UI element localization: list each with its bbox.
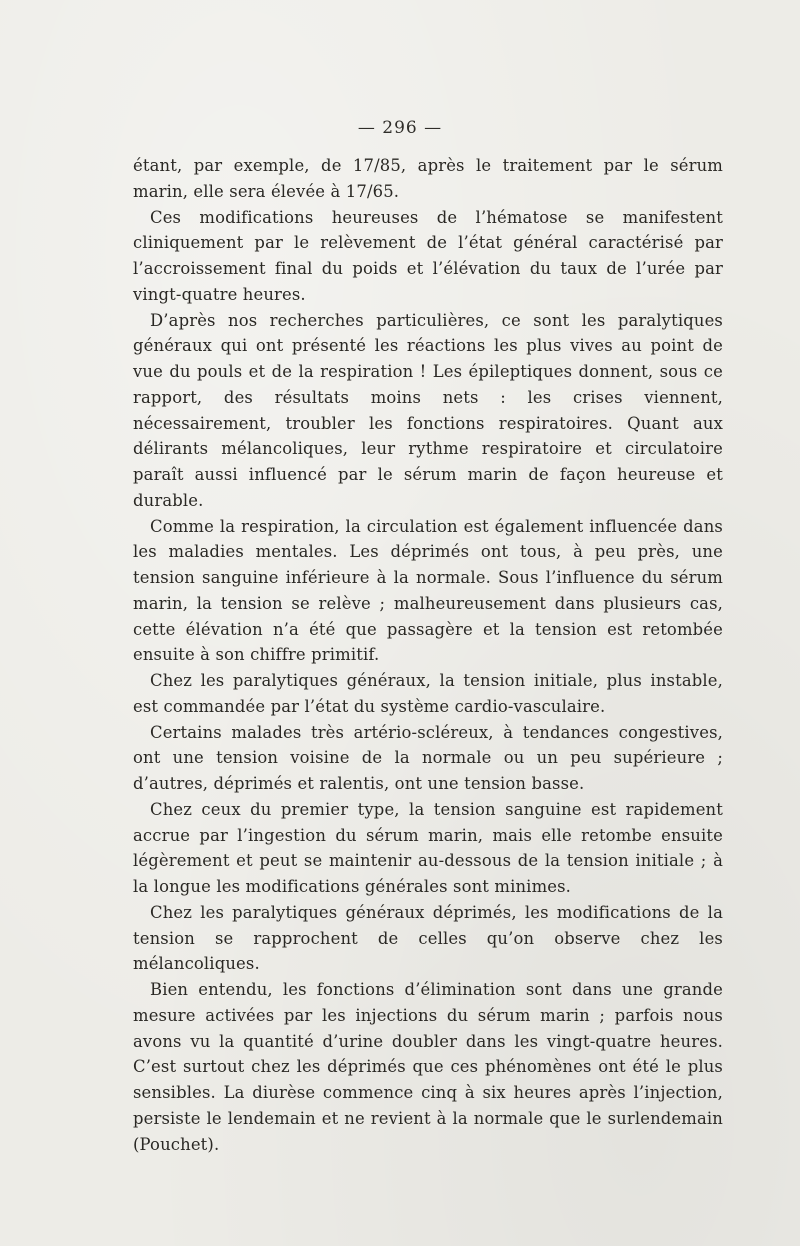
paragraph-premier-type: Chez ceux du premier type, la tension sanguine est rapidement accrue par l’ingestion du sérum marin, mais elle retombe ensuite légèrement et peut se maintenir au-dessous de la tension initiale ; à la longue les modifications générales sont minimes. — [133, 799, 723, 896]
paragraph-deprimes: Chez les paralytiques généraux déprimés, les modifications de la tension se rapprochent de celles qu’on observe chez les mélancoliques. — [133, 902, 723, 974]
body-text — [133, 153, 723, 1157]
paragraph-paralytiques-tension: Chez les paralytiques généraux, la tension initiale, plus instable, est commandée par l’état du système cardio-vasculaire. — [133, 671, 723, 716]
paragraph-continuation: étant, par exemple, de 17/85, après le traitement par le sérum marin, elle sera élevée à 17/65. — [133, 156, 723, 201]
paragraph-circulation: Comme la respiration, la circulation est également influencée dans les maladies mentales. Les déprimés ont tous, à peu près, une tension sanguine inférieure à la normale. Sous l’influence du sérum marin, la tension se relève ; malheureusement dans plusieurs cas, cette élévation n’a été que passagère et la tension est retombée ensuite à son chiffre primitif. — [133, 516, 723, 665]
paragraph-hematose: Ces modifications heureuses de l’hématose se manifestent cliniquement par le relèvement de l’état général caractérisé par l’accroissement final du poids et l’élévation du taux de l’urée par vingt-quatre heures. — [133, 207, 723, 304]
paragraph-recherches: D’après nos recherches particulières, ce sont les paralytiques généraux qui ont présenté les réactions les plus vives au point de vue du pouls et de la respiration ! Les épileptiques donnent, sous ce rapport, des résultats moins nets : les crises viennent, nécessairement, troubler les fonctions respiratoires. Quant aux délirants mélancoliques, leur rythme respiratoire et circulatoire paraît aussi influencé par le sérum marin de façon heureuse et durable. — [133, 310, 723, 510]
page-number: — 296 — — [357, 118, 443, 138]
paragraph-elimination: Bien entendu, les fonctions d’élimination sont dans une grande mesure activées par les injections du sérum marin ; parfois nous avons vu la quantité d’urine doubler dans les vingt-quatre heures. C’est surtout chez les déprimés que ces phénomènes ont été le plus sensibles. La diurèse commence cinq à six heures après l’injection, persiste le lendemain et ne revient à la normale que le surlendemain (Pouchet). — [133, 980, 723, 1154]
paragraph-arterio-sclereux: Certains malades très artério-scléreux, à tendances congestives, ont une tension voisine de la normale ou un peu supérieure ; d’autres, déprimés et ralentis, ont une tension basse. — [133, 722, 723, 793]
